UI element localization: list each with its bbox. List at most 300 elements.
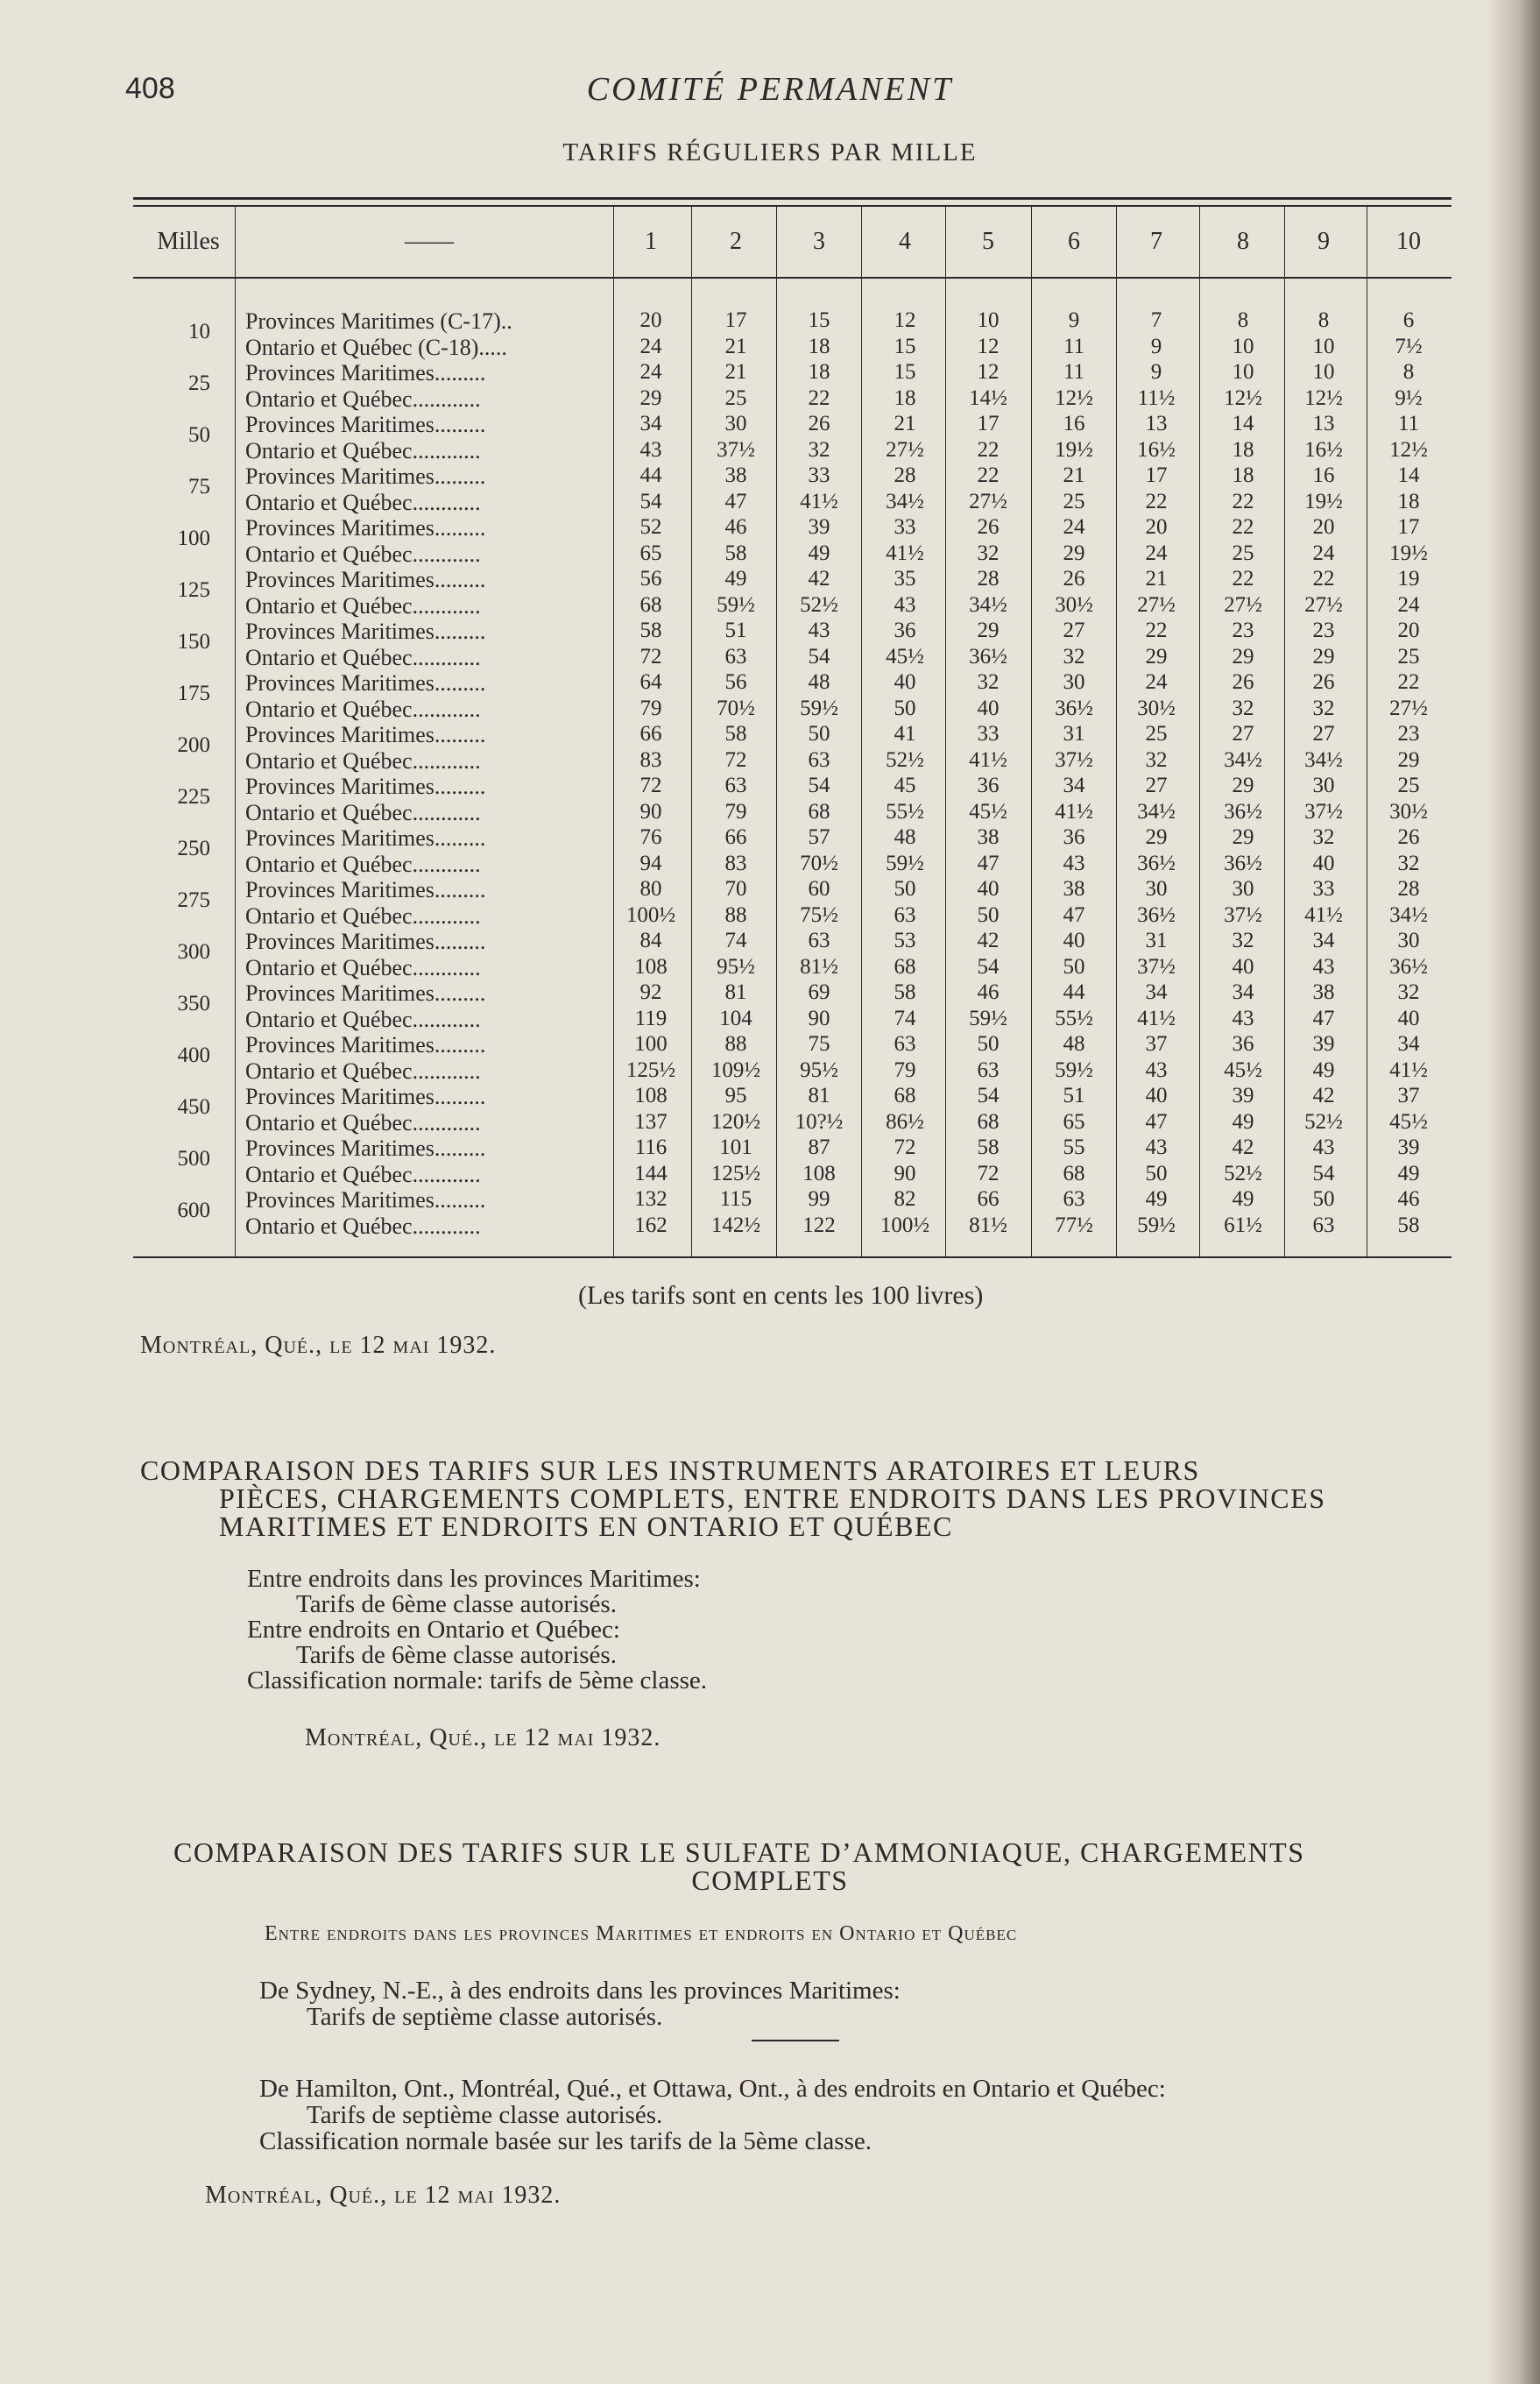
table-cell: 46 xyxy=(977,980,1000,1004)
table-cell: 50 xyxy=(808,722,830,746)
table-cell: 75½ xyxy=(800,902,838,927)
table-cell: 17 xyxy=(1145,463,1168,487)
table-cell: 119 xyxy=(634,1006,668,1030)
table-cell: 40 xyxy=(1145,1084,1168,1107)
table-cell: 27½ xyxy=(1389,696,1428,720)
table-cell: 116 xyxy=(634,1135,668,1159)
section2-line3: Entre endroits en Ontario et Québec: xyxy=(247,1616,620,1644)
table-cell: 43 xyxy=(808,619,830,642)
date-line-1: Montréal, Qué., le 12 mai 1932. xyxy=(140,1332,497,1359)
table-cell: 37 xyxy=(1145,1032,1168,1056)
table-cell: 30 xyxy=(1232,877,1254,901)
table-cell: 27½ xyxy=(1304,592,1343,617)
table-cell: 79 xyxy=(724,799,747,824)
table-cell: 29 xyxy=(1397,747,1420,772)
row-label: Ontario et Québec............ xyxy=(245,747,481,774)
row-label: Provinces Maritimes......... xyxy=(245,619,486,644)
table-cell: 90 xyxy=(894,1161,916,1185)
table-cell: 65 xyxy=(639,541,662,565)
row-miles: 25 xyxy=(188,371,210,395)
column-header: 2 xyxy=(730,228,742,255)
table-cell: 162 xyxy=(634,1213,668,1237)
table-cell: 81½ xyxy=(800,954,838,979)
table-cell: 54 xyxy=(1312,1161,1335,1185)
table-cell: 18 xyxy=(894,386,916,410)
table-cell: 90 xyxy=(639,799,662,824)
row-miles: 150 xyxy=(177,630,210,654)
table-cell: 18 xyxy=(808,360,830,384)
row-label: Provinces Maritimes......... xyxy=(245,825,486,851)
row-label: Provinces Maritimes......... xyxy=(245,1135,486,1161)
table-cell: 70 xyxy=(724,877,747,901)
table-cell: 34½ xyxy=(1389,902,1428,927)
table-cell: 74 xyxy=(724,929,747,952)
table-cell: 52½ xyxy=(1304,1109,1343,1134)
row-miles: 10 xyxy=(188,320,210,343)
table-cell: 48 xyxy=(894,825,916,849)
table-cell: 41½ xyxy=(886,541,924,565)
table-cell: 16 xyxy=(1312,463,1335,487)
row-label: Ontario et Québec............ xyxy=(245,592,481,619)
table-cell: 59½ xyxy=(1055,1058,1093,1082)
table-cell: 24 xyxy=(1145,670,1168,694)
table-cell: 32 xyxy=(1232,696,1254,720)
table-cell: 38 xyxy=(977,825,1000,849)
table-cell: 22 xyxy=(1232,567,1254,591)
table-cell: 26 xyxy=(1397,825,1420,849)
table-cell: 63 xyxy=(808,747,830,772)
table-cell: 55½ xyxy=(1055,1006,1093,1030)
table-cell: 43 xyxy=(894,592,916,617)
table-cell: 23 xyxy=(1397,722,1420,746)
table-cell: 10 xyxy=(977,308,1000,332)
row-label: Provinces Maritimes......... xyxy=(245,722,486,747)
table-cell: 34 xyxy=(1312,929,1335,952)
table-cell: 27½ xyxy=(969,489,1007,513)
running-head: COMITÉ PERMANENT xyxy=(586,71,954,108)
table-cell: 83 xyxy=(639,747,662,772)
row-label: Ontario et Québec............ xyxy=(245,1213,481,1239)
table-cell: 12 xyxy=(977,360,1000,384)
table-cell: 16½ xyxy=(1304,437,1343,462)
table-cell: 53 xyxy=(894,929,916,952)
table-cell: 39 xyxy=(1232,1084,1254,1107)
table-top-rule xyxy=(133,197,1452,200)
row-label: Provinces Maritimes......... xyxy=(245,463,486,489)
table-cell: 40 xyxy=(894,670,916,694)
row-label: Provinces Maritimes......... xyxy=(245,670,486,696)
row-label: Provinces Maritimes......... xyxy=(245,929,486,954)
row-miles: 600 xyxy=(177,1199,210,1222)
table-note: (Les tarifs sont en cents les 100 livres) xyxy=(578,1281,984,1310)
table-cell: 22 xyxy=(1145,619,1168,642)
table-cell: 8 xyxy=(1402,360,1415,384)
column-rule xyxy=(613,207,614,1256)
table-cell: 32 xyxy=(1063,644,1085,669)
table-cell: 36½ xyxy=(1224,851,1262,875)
table-cell: 95 xyxy=(724,1084,747,1107)
table-cell: 120½ xyxy=(710,1109,761,1134)
row-label: Ontario et Québec............ xyxy=(245,1109,481,1135)
table-cell: 29 xyxy=(1312,644,1335,669)
table-cell: 25 xyxy=(1063,489,1085,513)
section2-title-line3: MARITIMES ET ENDROITS EN ONTARIO ET QUÉBEC xyxy=(219,1510,953,1542)
column-header: 6 xyxy=(1068,228,1080,255)
table-cell: 49 xyxy=(724,567,747,591)
table-cell: 108 xyxy=(634,954,668,979)
table-cell: 72 xyxy=(894,1135,916,1159)
column-rule xyxy=(776,207,777,1256)
table-cell: 65 xyxy=(1063,1109,1085,1134)
table-cell: 51 xyxy=(1063,1084,1085,1107)
row-miles: 275 xyxy=(177,888,210,912)
row-label: Provinces Maritimes......... xyxy=(245,1084,486,1109)
table-cell: 37½ xyxy=(717,437,755,462)
table-cell: 54 xyxy=(977,1084,1000,1107)
table-cell: 18 xyxy=(808,334,830,358)
table-cell: 19 xyxy=(1397,567,1420,591)
table-cell: 43 xyxy=(1145,1058,1168,1082)
table-cell: 33 xyxy=(808,463,830,487)
table-cell: 34½ xyxy=(1304,747,1343,772)
table-cell: 41½ xyxy=(800,489,838,513)
table-cell: 11½ xyxy=(1137,386,1176,410)
column-header: 10 xyxy=(1396,228,1421,255)
table-cell: 32 xyxy=(1232,929,1254,952)
table-cell: 30½ xyxy=(1137,696,1176,720)
table-cell: 52 xyxy=(639,515,662,539)
table-cell: 75 xyxy=(808,1032,830,1056)
table-cell: 92 xyxy=(639,980,662,1004)
table-cell: 31 xyxy=(1145,929,1168,952)
row-label: Ontario et Québec............ xyxy=(245,696,481,722)
table-cell: 44 xyxy=(1063,980,1085,1004)
table-cell: 27 xyxy=(1063,619,1085,642)
table-cell: 50 xyxy=(977,1032,1000,1056)
table-cell: 47 xyxy=(1145,1109,1168,1134)
table-cell: 68 xyxy=(639,592,662,617)
table-cell: 115 xyxy=(719,1187,752,1211)
table-cell: 59½ xyxy=(717,592,755,617)
table-cell: 61½ xyxy=(1224,1213,1262,1237)
table-cell: 22 xyxy=(1232,489,1254,513)
table-cell: 95½ xyxy=(717,954,755,979)
table-cell: 42 xyxy=(977,929,1000,952)
table-cell: 42 xyxy=(808,567,830,591)
table-cell: 27½ xyxy=(1224,592,1262,617)
table-cell: 41½ xyxy=(1304,902,1343,927)
table-cell: 21 xyxy=(724,360,747,384)
row-label: Ontario et Québec............ xyxy=(245,851,481,877)
table-cell: 16 xyxy=(1063,412,1085,435)
column-header: 7 xyxy=(1150,228,1162,255)
table-cell: 12 xyxy=(977,334,1000,358)
table-cell: 29 xyxy=(1232,644,1254,669)
table-cell: 36 xyxy=(1232,1032,1254,1056)
column-rule xyxy=(1199,207,1200,1256)
table-cell: 87 xyxy=(808,1135,830,1159)
table-cell: 21 xyxy=(1145,567,1168,591)
table-cell: 36 xyxy=(977,774,1000,797)
table-cell: 29 xyxy=(977,619,1000,642)
table-cell: 13 xyxy=(1312,412,1335,435)
table-cell: 40 xyxy=(977,696,1000,720)
table-cell: 54 xyxy=(808,644,830,669)
table-cell: 37½ xyxy=(1137,954,1176,979)
table-cell: 43 xyxy=(1063,851,1085,875)
row-label: Ontario et Québec............ xyxy=(245,541,481,567)
table-cell: 32 xyxy=(1312,696,1335,720)
table-cell: 12½ xyxy=(1304,386,1343,410)
row-miles: 250 xyxy=(177,837,210,860)
table-cell: 50 xyxy=(977,902,1000,927)
table-cell: 12 xyxy=(894,308,916,332)
table-cell: 34½ xyxy=(1137,799,1176,824)
row-label: Ontario et Québec............ xyxy=(245,1058,481,1084)
table-cell: 34 xyxy=(639,412,662,435)
table-cell: 36½ xyxy=(1137,902,1176,927)
table-cell: 68 xyxy=(977,1109,1000,1134)
table-cell: 50 xyxy=(894,696,916,720)
table-cell: 52½ xyxy=(886,747,924,772)
table-cell: 39 xyxy=(1312,1032,1335,1056)
table-cell: 26 xyxy=(1312,670,1335,694)
row-label: Ontario et Québec............ xyxy=(245,1161,481,1187)
row-miles: 200 xyxy=(177,733,210,757)
table-cell: 34½ xyxy=(969,592,1007,617)
table-cell: 55½ xyxy=(886,799,924,824)
table-cell: 22 xyxy=(1232,515,1254,539)
column-rule xyxy=(235,207,236,1256)
column-header: 4 xyxy=(899,228,911,255)
table-cell: 11 xyxy=(1063,360,1085,384)
section2-title-line1: COMPARAISON DES TARIFS SUR LES INSTRUMENTS ARATOIRES ET LEURS xyxy=(140,1454,1200,1486)
table-cell: 46 xyxy=(724,515,747,539)
table-cell: 28 xyxy=(977,567,1000,591)
table-cell: 63 xyxy=(1312,1213,1335,1237)
table-cell: 30 xyxy=(1397,929,1420,952)
table-cell: 58 xyxy=(724,541,747,565)
table-cell: 39 xyxy=(808,515,830,539)
row-label: Ontario et Québec............ xyxy=(245,386,481,412)
table-cell: 79 xyxy=(894,1058,916,1082)
table-cell: 32 xyxy=(1312,825,1335,849)
row-label: Ontario et Québec............ xyxy=(245,954,481,980)
table-cell: 34 xyxy=(1063,774,1085,797)
table-cell: 28 xyxy=(894,463,916,487)
table-cell: 22 xyxy=(808,386,830,410)
table-cell: 48 xyxy=(1063,1032,1085,1056)
table-cell: 50 xyxy=(894,877,916,901)
row-label: Ontario et Québec (C-18)..... xyxy=(245,334,507,360)
table-cell: 25 xyxy=(724,386,747,410)
table-cell: 23 xyxy=(1232,619,1254,642)
table-cell: 52½ xyxy=(1224,1161,1262,1185)
section3-p2-line3: Classification normale basée sur les tarifs de la 5ème classe. xyxy=(259,2127,872,2155)
table-cell: 36 xyxy=(894,619,916,642)
table-cell: 104 xyxy=(719,1006,752,1030)
table-cell: 25 xyxy=(1397,644,1420,669)
table-cell: 59½ xyxy=(1137,1213,1176,1237)
table-cell: 45½ xyxy=(1389,1109,1428,1134)
table-cell: 34 xyxy=(1232,980,1254,1004)
table-cell: 29 xyxy=(1063,541,1085,565)
table-cell: 55 xyxy=(1063,1135,1085,1159)
table-cell: 72 xyxy=(724,747,747,772)
table-cell: 32 xyxy=(1397,851,1420,875)
table-cell: 19½ xyxy=(1304,489,1343,513)
table-cell: 46 xyxy=(1397,1187,1420,1211)
table-cell: 68 xyxy=(894,1084,916,1107)
table-cell: 20 xyxy=(1397,619,1420,642)
table-cell: 58 xyxy=(977,1135,1000,1159)
table-cell: 24 xyxy=(639,360,662,384)
table-cell: 36 xyxy=(1063,825,1085,849)
table-cell: 25 xyxy=(1397,774,1420,797)
table-cell: 10 xyxy=(1232,360,1254,384)
row-label: Provinces Maritimes......... xyxy=(245,515,486,541)
table-cell: 34 xyxy=(1397,1032,1420,1056)
section2-line1: Entre endroits dans les provinces Maritimes: xyxy=(247,1565,701,1593)
header-bottom-rule xyxy=(133,277,1452,279)
table-cell: 58 xyxy=(639,619,662,642)
table-cell: 68 xyxy=(808,799,830,824)
table-cell: 33 xyxy=(1312,877,1335,901)
table-cell: 42 xyxy=(1232,1135,1254,1159)
table-cell: 77½ xyxy=(1055,1213,1093,1237)
table-cell: 40 xyxy=(1312,851,1335,875)
table-cell: 58 xyxy=(724,722,747,746)
row-miles: 500 xyxy=(177,1147,210,1171)
row-label: Provinces Maritimes......... xyxy=(245,877,486,902)
table-cell: 20 xyxy=(639,308,662,332)
table-cell: 66 xyxy=(724,825,747,849)
table-cell: 34 xyxy=(1145,980,1168,1004)
table-cell: 108 xyxy=(802,1161,836,1185)
table-cell: 41½ xyxy=(969,747,1007,772)
section3-p2-line2: Tarifs de septième classe autorisés. xyxy=(307,2101,663,2129)
table-cell: 40 xyxy=(1063,929,1085,952)
table-cell: 9 xyxy=(1068,308,1080,332)
table-cell: 45½ xyxy=(886,644,924,669)
table-cell: 144 xyxy=(634,1161,668,1185)
table-cell: 45 xyxy=(894,774,916,797)
table-cell: 43 xyxy=(1312,954,1335,979)
table-cell: 19½ xyxy=(1389,541,1428,565)
table-cell: 63 xyxy=(808,929,830,952)
table-cell: 90 xyxy=(808,1006,830,1030)
table-cell: 59½ xyxy=(886,851,924,875)
table-cell: 95½ xyxy=(800,1058,838,1082)
row-miles: 300 xyxy=(177,940,210,964)
row-miles: 125 xyxy=(177,578,210,602)
table-cell: 21 xyxy=(1063,463,1085,487)
table-cell: 40 xyxy=(1232,954,1254,979)
table-cell: 11 xyxy=(1397,412,1420,435)
header-miles: Milles xyxy=(157,228,220,255)
table-cell: 28 xyxy=(1397,877,1420,901)
table-cell: 76 xyxy=(639,825,662,849)
column-rule xyxy=(1031,207,1032,1256)
table-cell: 12½ xyxy=(1055,386,1093,410)
table-cell: 27½ xyxy=(886,437,924,462)
table-cell: 36½ xyxy=(1224,799,1262,824)
table-cell: 22 xyxy=(977,437,1000,462)
table-cell: 35 xyxy=(894,567,916,591)
row-label: Ontario et Québec............ xyxy=(245,1006,481,1032)
table-cell: 9 xyxy=(1150,334,1162,358)
table-cell: 37½ xyxy=(1304,799,1343,824)
table-cell: 108 xyxy=(634,1084,668,1107)
row-label: Provinces Maritimes......... xyxy=(245,1187,486,1213)
table-cell: 54 xyxy=(808,774,830,797)
table-cell: 17 xyxy=(977,412,1000,435)
table-cell: 10 xyxy=(1312,334,1335,358)
table-cell: 30 xyxy=(724,412,747,435)
table-cell: 30 xyxy=(1145,877,1168,901)
table-cell: 14½ xyxy=(969,386,1007,410)
table-cell: 69 xyxy=(808,980,830,1004)
column-rule xyxy=(1116,207,1117,1256)
table-cell: 49 xyxy=(1145,1187,1168,1211)
table-cell: 37½ xyxy=(1055,747,1093,772)
table-cell: 88 xyxy=(724,1032,747,1056)
section2-date: Montréal, Qué., le 12 mai 1932. xyxy=(305,1724,661,1751)
table-cell: 11 xyxy=(1063,334,1085,358)
binding-shadow xyxy=(1487,0,1540,2384)
column-rule xyxy=(1284,207,1285,1256)
table-cell: 24 xyxy=(1145,541,1168,565)
table-cell: 17 xyxy=(724,308,747,332)
table-cell: 66 xyxy=(639,722,662,746)
section3-p1-line1: De Sydney, N.-E., à des endroits dans les provinces Maritimes: xyxy=(259,1977,901,2005)
table-cell: 109½ xyxy=(710,1058,761,1082)
table-cell: 26 xyxy=(1063,567,1085,591)
table-cell: 47 xyxy=(1312,1006,1335,1030)
table-cell: 22 xyxy=(977,463,1000,487)
table-bottom-rule xyxy=(133,1256,1452,1258)
column-header: 9 xyxy=(1317,228,1330,255)
column-header: 3 xyxy=(813,228,825,255)
section3-title-line2: COMPLETS xyxy=(691,1864,849,1896)
section2-line4: Tarifs de 6ème classe autorisés. xyxy=(296,1641,617,1669)
table-cell: 82 xyxy=(894,1187,916,1211)
table-cell: 40 xyxy=(1397,1006,1420,1030)
table-cell: 64 xyxy=(639,670,662,694)
column-rule xyxy=(861,207,862,1256)
table-cell: 132 xyxy=(634,1187,668,1211)
table-cell: 63 xyxy=(1063,1187,1085,1211)
table-cell: 32 xyxy=(1145,747,1168,772)
table-cell: 32 xyxy=(808,437,830,462)
table-cell: 37 xyxy=(1397,1084,1420,1107)
table-cell: 9½ xyxy=(1395,386,1423,410)
table-cell: 41½ xyxy=(1137,1006,1176,1030)
table-cell: 54 xyxy=(977,954,1000,979)
table-cell: 25 xyxy=(1232,541,1254,565)
table-cell: 39 xyxy=(1397,1135,1420,1159)
table-cell: 36½ xyxy=(1055,696,1093,720)
table-cell: 18 xyxy=(1232,463,1254,487)
table-cell: 24 xyxy=(1312,541,1335,565)
table-cell: 80 xyxy=(639,877,662,901)
row-miles: 75 xyxy=(188,475,210,499)
table-cell: 29 xyxy=(1145,825,1168,849)
section3-separator xyxy=(752,2040,839,2041)
table-cell: 32 xyxy=(977,541,1000,565)
table-cell: 12½ xyxy=(1224,386,1262,410)
column-rule xyxy=(691,207,692,1256)
